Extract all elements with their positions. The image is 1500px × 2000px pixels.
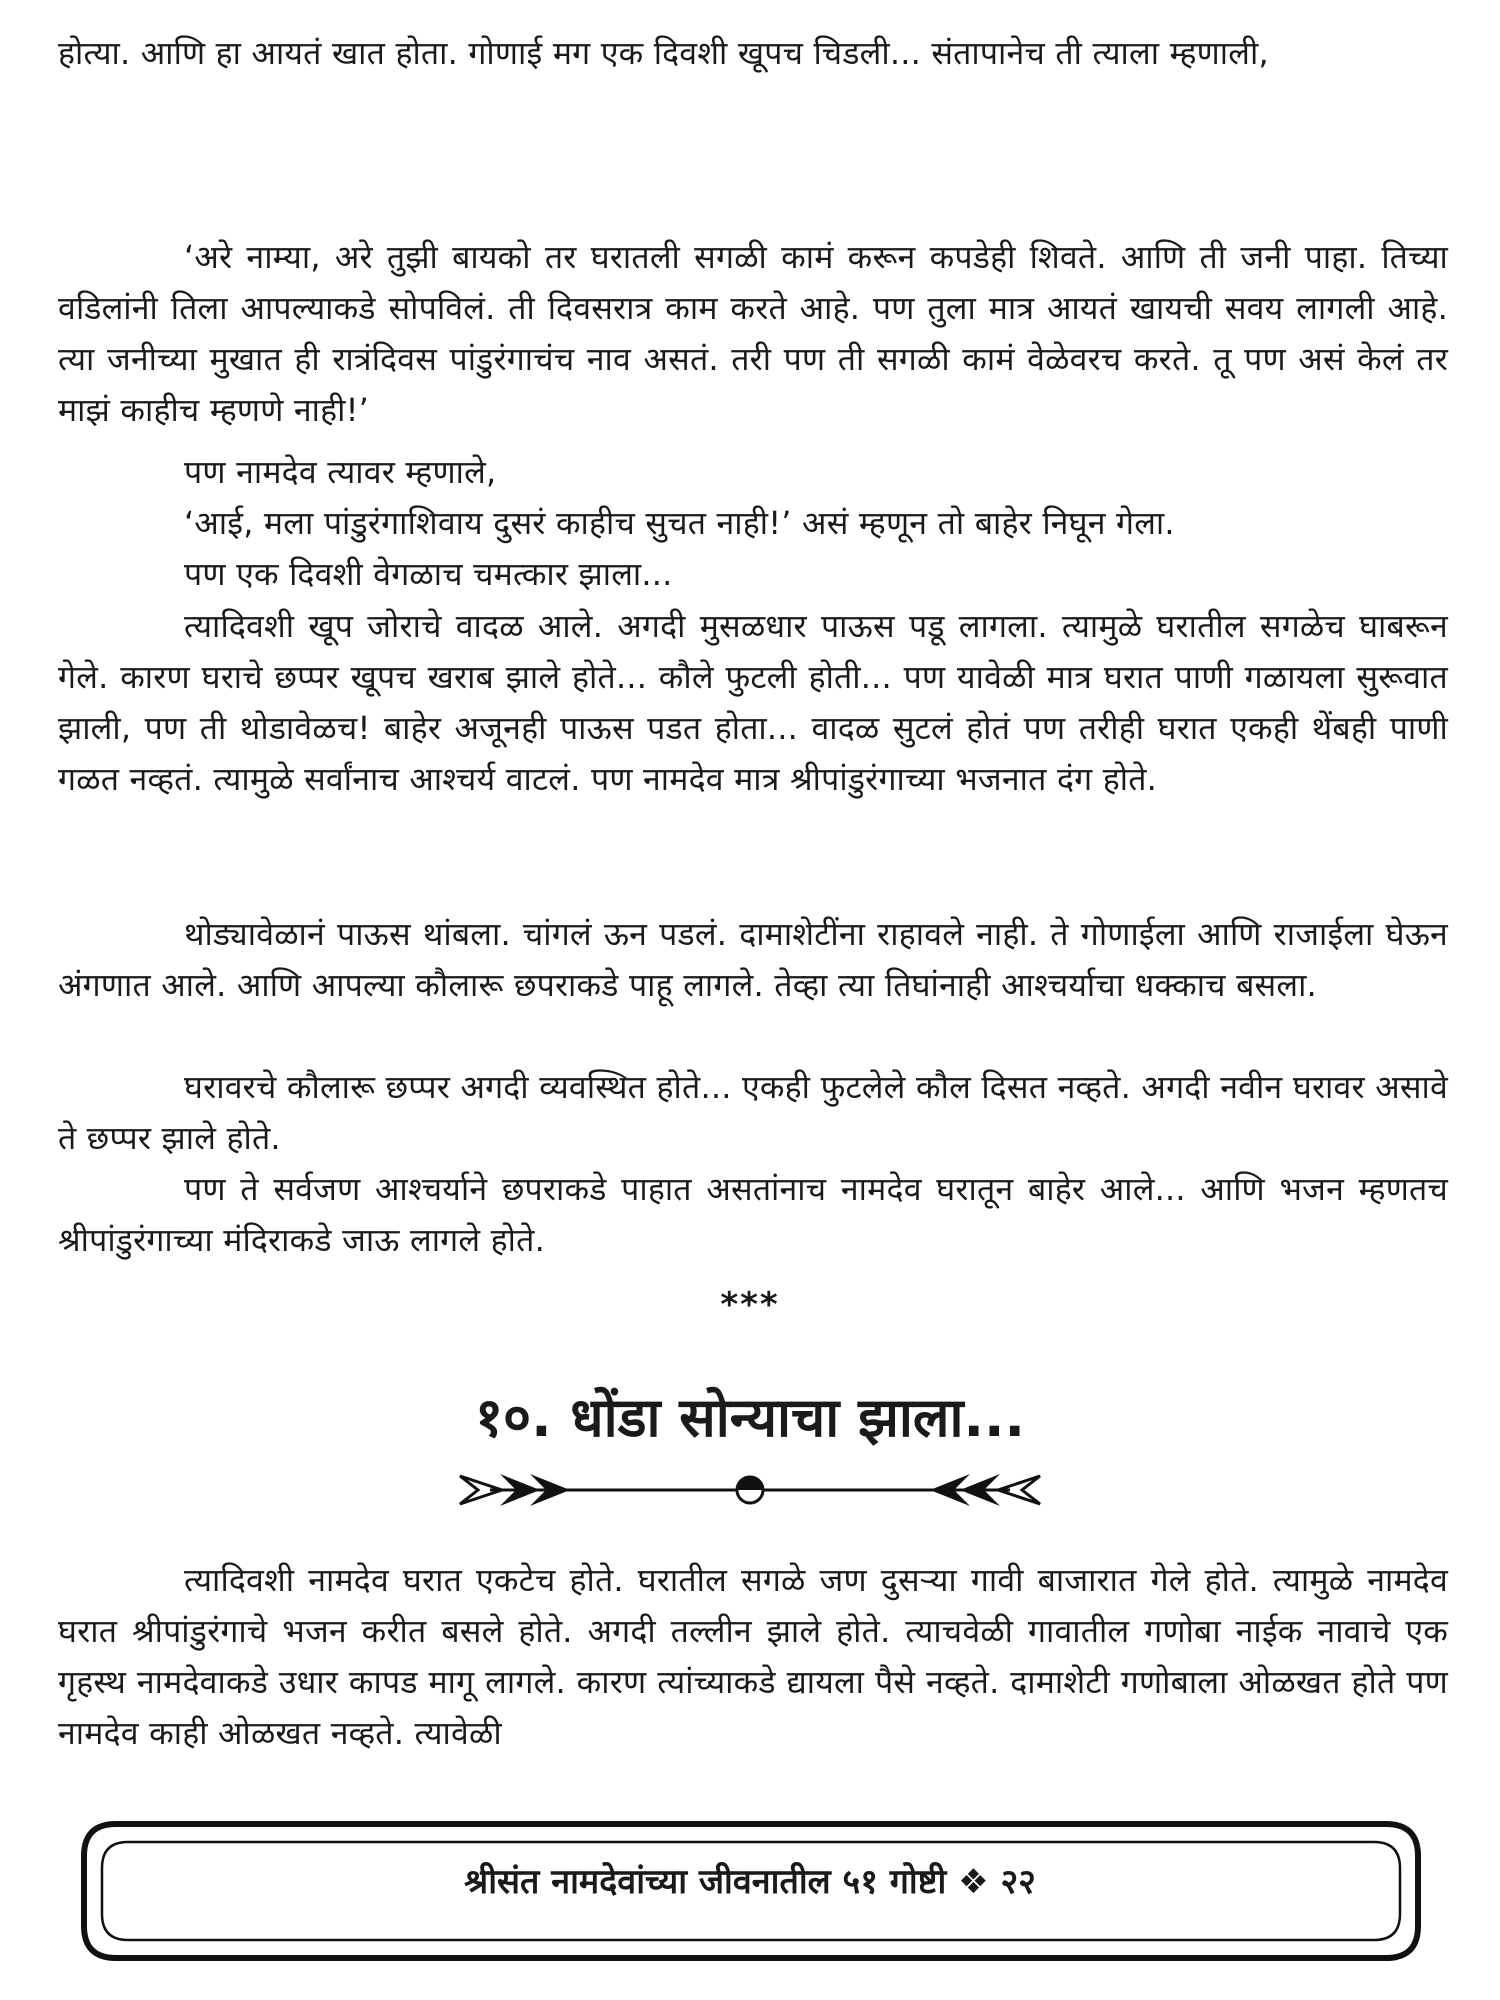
paragraph-gonai-speech: ‘अरे नाम्या, अरे तुझी बायको तर घरातली सगळी कामं करून कपडेही शिवते. आणि ती जनी पाहा. तिच्या वडिलांनी तिला आपल्याकडे सोपविलं. ती दिवसरात्र काम करते आहे. पण तुला मात्र आयतं खायची सवय लागली आहे. त्या जनीच्या मुखात ही रात्रंदिवस पांडुरंगाचंच नाव असतं. तरी पण ती सगळी कामं वेळेवरच करते. तू पण असं केलं तर माझं काहीच म्हणणे नाही!’ bbox=[58, 238, 1448, 429]
arrow-divider-ornament-icon bbox=[450, 1460, 1050, 1520]
paragraph-after-rain: थोड्यावेळानं पाऊस थांबला. चांगलं ऊन पडलं. दामाशेटींना राहावले नाही. ते गोणाईला आणि राजाईला घेऊन अंगणात आले. आणि आपल्या कौलारू छपराकडे पाहू लागले. तेव्हा त्या तिघांनाही आश्चर्याचा धक्काच बसला. bbox=[58, 915, 1448, 1004]
paragraph-chapter-start: त्यादिवशी नामदेव घरात एकटेच होते. घरातील सगळे जण दुसऱ्या गावी बाजारात गेले होते. त्यामुळे नामदेव घरात श्रीपांडुरंगाचे भजन करीत बसले होते. अगदी तल्लीन झाले होते. त्याचवेळी गावातील गणोबा नाईक नावाचे एक गृहस्थ नामदेवाकडे उधार कापड मागू लागले. कारण त्यांच्याकडे द्यायला पैसे नव्हते. दामाशेटी गणोबाला ओळखत होते पण नामदेव काही ओळखत नव्हते. त्यावेळी bbox=[58, 1561, 1448, 1752]
paragraph-bhajan: पण ते सर्वजण आश्चर्याने छपराकडे पाहात असतांनाच नामदेव घरातून बाहेर आले... आणि भजन म्हणतच श्रीपांडुरंगाच्या मंदिराकडे जाऊ लागले होते. bbox=[58, 1170, 1448, 1259]
paragraph-miracle-intro: पण एक दिवशी वेगळाच चमत्कार झाला... bbox=[184, 555, 673, 593]
paragraph-namdev-reply: ‘आई, मला पांडुरंगाशिवाय दुसरं काहीच सुचत नाही!’ असं म्हणून तो बाहेर निघून गेला. bbox=[184, 504, 1175, 542]
chapter-title: १०. धोंडा सोन्याचा झाला... bbox=[474, 1386, 1026, 1449]
paragraph-continuation: होत्या. आणि हा आयतं खात होता. गोणाई मग एक दिवशी खूपच चिडली... संतापानेच ती त्याला म्हणाली, bbox=[58, 34, 1269, 72]
paragraph-roof: घरावरचे कौलारू छप्पर अगदी व्यवस्थित होते... एकही फुटलेले कौल दिसत नव्हते. अगदी नवीन घरावर असावे ते छप्पर झाले होते. bbox=[58, 1068, 1448, 1157]
section-separator: *** bbox=[720, 1285, 780, 1325]
book-footer: श्रीसंत नामदेवांच्या जीवनातील ५१ गोष्टी ❖ २२ bbox=[464, 1862, 1036, 1902]
paragraph-storm: त्यादिवशी खूप जोराचे वादळ आले. अगदी मुसळधार पाऊस पडू लागला. त्यामुळे घरातील सगळेच घाबरून गेले. कारण घराचे छप्पर खूपच खराब झाले होते... कौले फुटली होती... पण यावेळी मात्र घरात पाणी गळायला सुरूवात झाली, पण ती थोडावेळच! बाहेर अजूनही पाऊस पडत होता... वादळ सुटलं होतं पण तरीही घरात एकही थेंबही पाणी गळत नव्हतं. त्यामुळे सर्वांनाच आश्चर्य वाटलं. पण नामदेव मात्र श्रीपांडुरंगाच्या भजनात दंग होते. bbox=[58, 607, 1448, 798]
paragraph-namdev-reply-intro: पण नामदेव त्यावर म्हणाले, bbox=[184, 453, 497, 491]
